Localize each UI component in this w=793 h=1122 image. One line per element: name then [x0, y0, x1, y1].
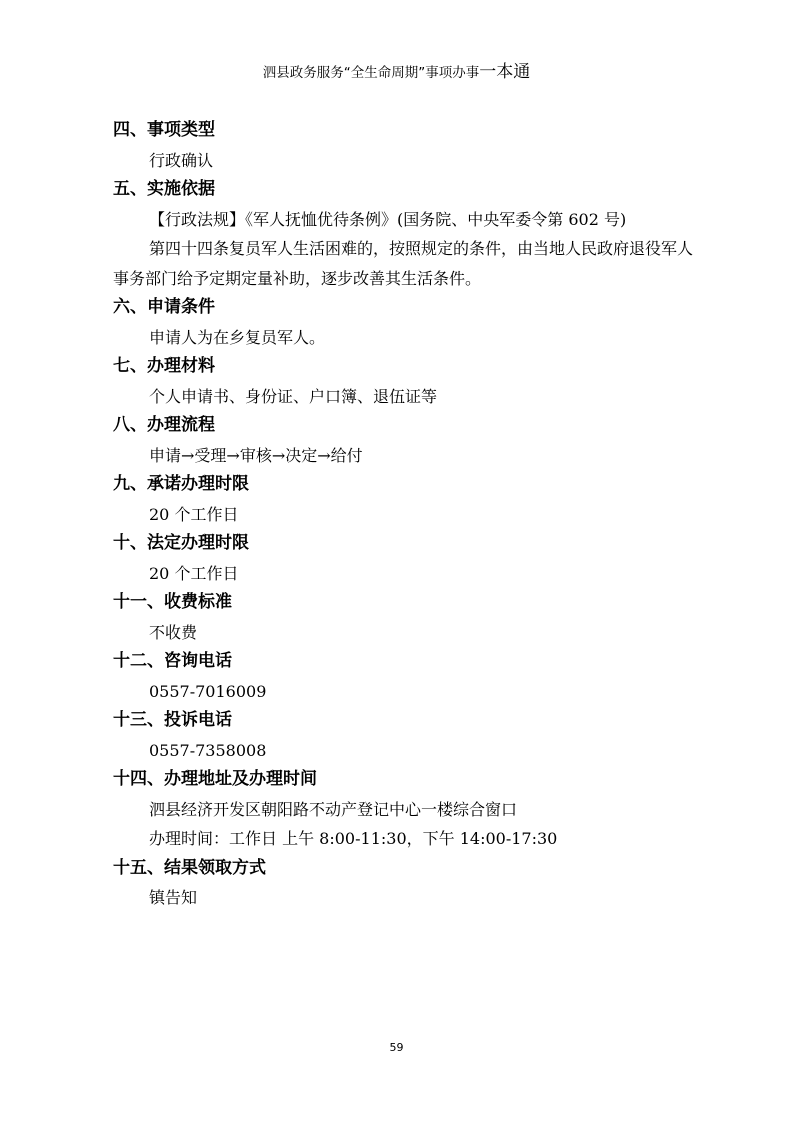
section-text-basis-regulation: 【行政法规】《军人抚恤优待条例》(国务院、中央军委令第 602 号) [149, 209, 627, 229]
section-text-legal-time: 20 个工作日 [149, 563, 239, 583]
section-title-promised-time: 九、承诺办理时限 [113, 474, 249, 494]
section-title-result-pickup: 十五、结果领取方式 [113, 857, 266, 878]
section-title-conditions: 六、申请条件 [113, 297, 215, 317]
section-text-result-pickup: 镇告知 [149, 888, 198, 907]
section-text-address: 泗县经济开发区朝阳路不动产登记中心一楼综合窗口 [149, 799, 518, 819]
section-text-basis-article: 第四十四条复员军人生活困难的，按照规定的条件，由当地人民政府退役军人事务部门给予定期定量补助，逐步改善其生活条件。 [113, 239, 694, 288]
section-title-materials: 七、办理材料 [113, 356, 215, 376]
section-text-hours: 办理时间：工作日 上午 8:00-11:30，下午 14:00-17:30 [149, 829, 558, 848]
section-title-legal-time: 十、法定办理时限 [113, 533, 249, 553]
section-title-complaint-phone: 十三、投诉电话 [113, 710, 232, 730]
section-title-fees: 十一、收费标准 [113, 592, 232, 612]
section-text-fees: 不收费 [149, 622, 198, 642]
header-title-emphasis: 一本通 [479, 62, 531, 82]
header-title: 泗县政务服务“全生命周期”事项办事 [262, 65, 480, 81]
section-title-basis: 五、实施依据 [113, 179, 215, 199]
section-title-type: 四、事项类型 [113, 120, 215, 140]
page-header [0, 62, 793, 83]
section-text-materials: 个人申请书、身份证、户口簿、退伍证等 [149, 386, 438, 406]
document-body [113, 116, 693, 913]
section-title-address-hours: 十四、办理地址及办理时间 [113, 769, 317, 789]
section-title-consult-phone: 十二、咨询电话 [113, 651, 232, 671]
section-text-promised-time: 20 个工作日 [149, 504, 239, 524]
section-title-process: 八、办理流程 [113, 415, 215, 435]
section-text-complaint-phone: 0557-7358008 [149, 740, 267, 760]
section-text-conditions: 申请人为在乡复员军人。 [149, 327, 326, 347]
section-text-type: 行政确认 [149, 150, 214, 170]
section-text-consult-phone: 0557-7016009 [149, 681, 267, 701]
section-text-process: 申请→受理→审核→决定→给付 [149, 445, 363, 465]
page-number: 59 [389, 1041, 404, 1054]
